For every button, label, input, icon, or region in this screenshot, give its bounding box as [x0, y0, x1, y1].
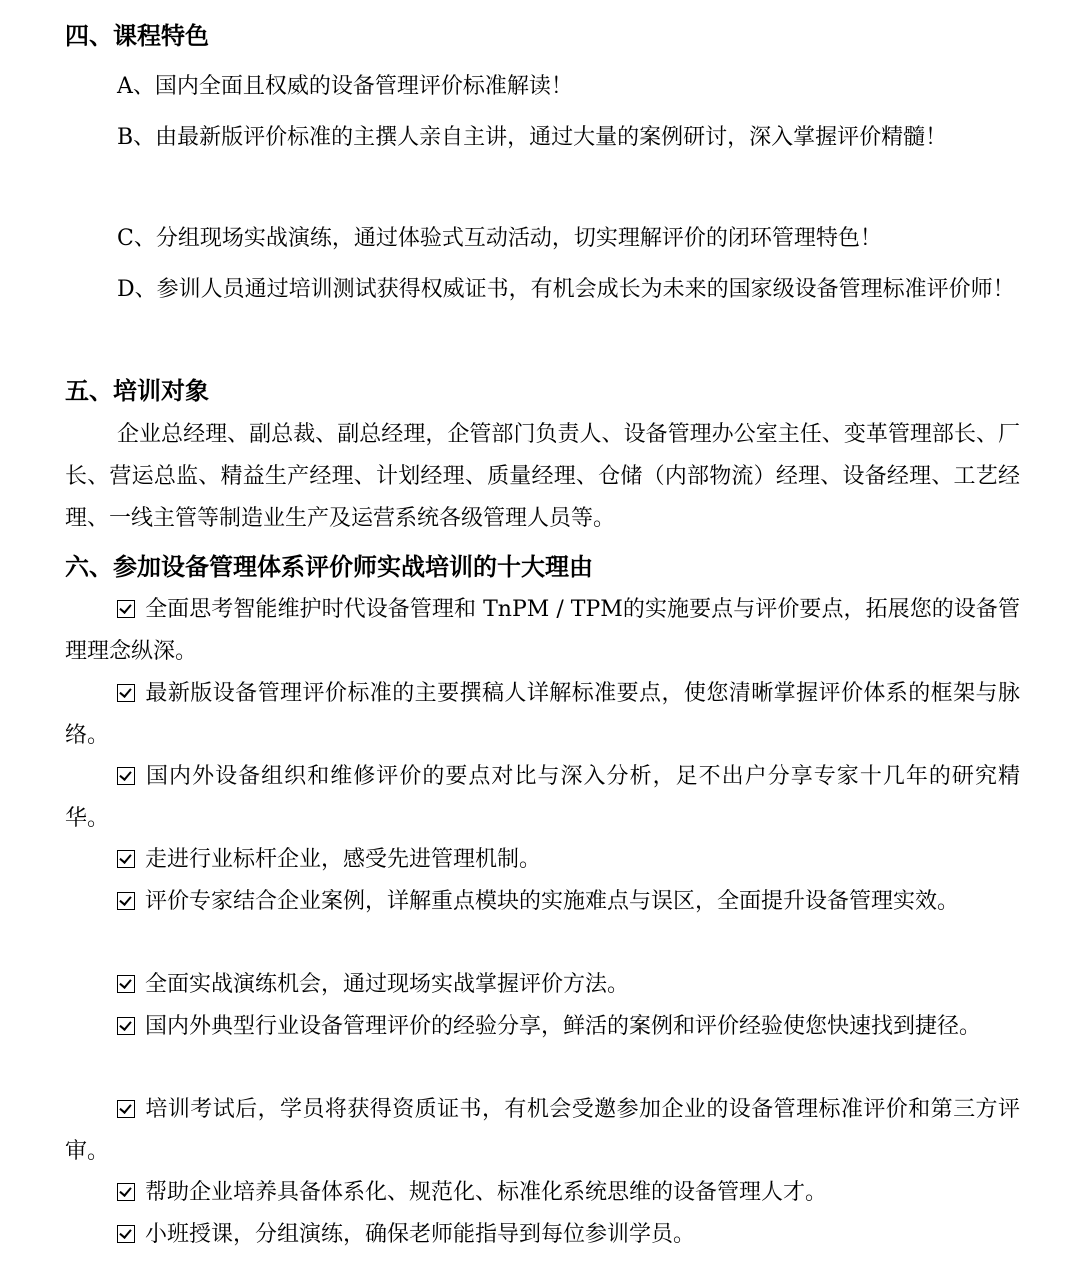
- feature-item-b: B、由最新版评价标准的主撰人亲自主讲，通过大量的案例研讨，深入掌握评价精髓！: [117, 125, 948, 150]
- checkbox-checked-icon: [117, 684, 135, 702]
- reason-text: 帮助企业培养具备体系化、规范化、标准化系统思维的设备管理人才。: [145, 1180, 828, 1205]
- section-heading-course-features: 四、课程特色: [65, 22, 209, 50]
- feature-item-d: D、参训人员通过培训测试获得权威证书，有机会成长为未来的国家级设备管理标准评价师！: [117, 277, 1015, 302]
- section-heading-training-audience: 五、培训对象: [65, 377, 209, 405]
- checkbox-checked-icon: [117, 1100, 135, 1118]
- reason-item: [65, 756, 1020, 840]
- reason-item: [65, 881, 1020, 923]
- reason-text: 小班授课，分组演练，确保老师能指导到每位参训学员。: [145, 1222, 696, 1247]
- checkbox-checked-icon: [117, 767, 135, 785]
- reason-item: [65, 964, 1020, 1006]
- reason-item: [65, 589, 1020, 673]
- checkbox-checked-icon: [117, 850, 135, 868]
- reason-text: 评价专家结合企业案例，详解重点模块的实施难点与误区，全面提升设备管理实效。: [145, 889, 960, 914]
- checkbox-checked-icon: [117, 892, 135, 910]
- reason-item: [65, 1214, 1020, 1256]
- checkbox-checked-icon: [117, 1183, 135, 1201]
- reason-text: 国内外典型行业设备管理评价的经验分享，鲜活的案例和评价经验使您快速找到捷径。: [145, 1014, 982, 1039]
- reason-text: 国内外设备组织和维修评价的要点对比与深入分析，足不出户分享专家十几年的研究精华。: [65, 764, 1020, 831]
- reason-item: [65, 1089, 1020, 1173]
- feature-item-c: C、分组现场实战演练，通过体验式互动活动，切实理解评价的闭环管理特色！: [117, 226, 882, 251]
- checkbox-checked-icon: [117, 1017, 135, 1035]
- reason-text: 最新版设备管理评价标准的主要撰稿人详解标准要点，使您清晰掌握评价体系的框架与脉络。: [65, 681, 1020, 748]
- reason-item: [65, 1172, 1020, 1214]
- checkbox-checked-icon: [117, 600, 135, 618]
- reason-text: 走进行业标杆企业，感受先进管理机制。: [145, 847, 542, 872]
- checkbox-checked-icon: [117, 1225, 135, 1243]
- reason-item: [65, 1006, 1020, 1048]
- checkbox-checked-icon: [117, 975, 135, 993]
- reason-text: 全面思考智能维护时代设备管理和 TnPM / TPM的实施要点与评价要点，拓展您的设备管理理念纵深。: [65, 597, 1020, 664]
- reason-text: 全面实战演练机会，通过现场实战掌握评价方法。: [145, 972, 630, 997]
- feature-item-a: A、国内全面且权威的设备管理评价标准解读！: [117, 74, 573, 99]
- reason-text: 培训考试后，学员将获得资质证书，有机会受邀参加企业的设备管理标准评价和第三方评审。: [65, 1097, 1020, 1164]
- section-heading-ten-reasons: 六、参加设备管理体系评价师实战培训的十大理由: [65, 553, 593, 581]
- audience-paragraph: 企业总经理、副总裁、副总经理，企管部门负责人、设备管理办公室主任、变革管理部长、厂长、营运总监、精益生产经理、计划经理、质量经理、仓储（内部物流）经理、设备经理、工艺经理、一线主管等制造业生产及运营系统各级管理人员等。: [65, 422, 1020, 531]
- reason-item: [65, 673, 1020, 757]
- reason-item: [65, 839, 1020, 881]
